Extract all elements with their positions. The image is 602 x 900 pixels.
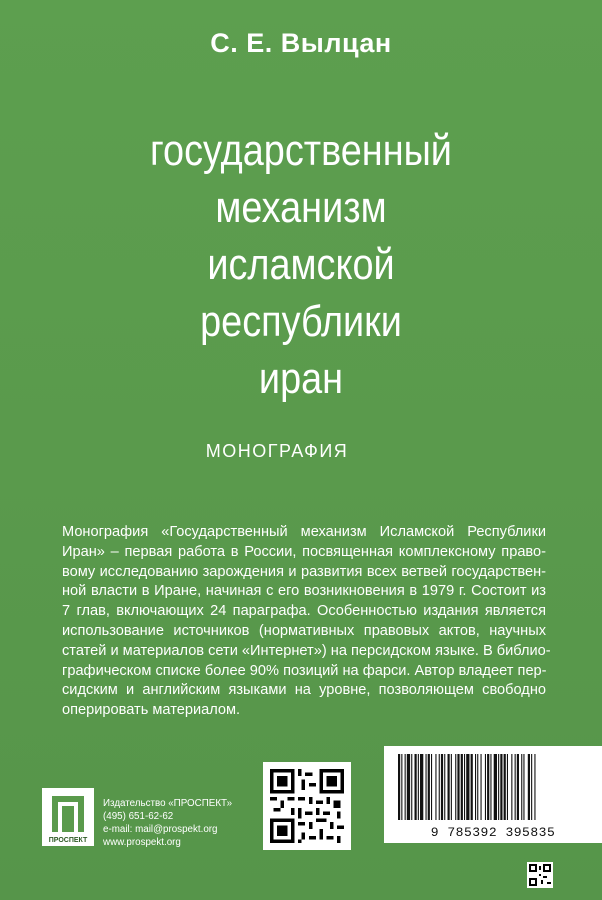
- annotation-line: ной власти в Иране, начиная с его возникновения в 1979 г. Состоит из: [62, 583, 546, 600]
- publisher-website: www.prospekt.org: [103, 837, 181, 848]
- publisher-logo-label: ПРОСПЕКТ: [48, 837, 88, 844]
- annotation-line: Монография «Государственный механизм Исламской Республики: [62, 524, 546, 540]
- barcode-bar: [407, 754, 410, 820]
- barcode-bar: [448, 754, 450, 820]
- author-name: С. Е. Вылцан: [210, 28, 392, 58]
- title-line: иран: [258, 354, 344, 403]
- barcode-bar: [507, 754, 508, 820]
- genre-label: МОНОГРАФИЯ: [205, 441, 349, 461]
- annotation-line: Иран» – первая работа в России, посвященная комплексному право-: [62, 543, 546, 560]
- barcode-bar: [457, 754, 459, 820]
- barcode-bar: [494, 754, 497, 820]
- barcode-bar: [411, 754, 412, 820]
- barcode-bar: [451, 754, 452, 820]
- barcode-bar: [517, 754, 519, 820]
- barcode-bar: [420, 754, 423, 820]
- publisher-contacts: [103, 797, 232, 849]
- barcode-bar: [498, 754, 499, 820]
- barcode-bar: [426, 754, 427, 820]
- barcode-bar: [431, 754, 432, 820]
- barcode-bar: [398, 754, 400, 820]
- barcode-bar: [428, 754, 430, 820]
- annotation-line: графическом списке более 90% позиций на фарси. Автор владеет пер-: [62, 662, 547, 679]
- annotation-line: вому исследованию зарождения и развития всех ветвей государствен-: [62, 563, 546, 580]
- barcode-bar: [455, 754, 456, 820]
- publisher-email: e-mail: mail@prospekt.org: [103, 824, 218, 835]
- barcode-bar: [435, 754, 436, 820]
- title-line: исламской: [207, 240, 395, 289]
- barcode-bar: [477, 754, 478, 820]
- book-title: [77, 122, 526, 407]
- qr-code: [263, 762, 351, 850]
- barcode-bar: [504, 754, 506, 820]
- publisher-name: Издательство «ПРОСПЕКТ»: [103, 798, 233, 809]
- barcode-bar: [401, 754, 402, 820]
- annotation-line: 7 глав, включающих 24 параграфа. Особенностью издания является: [62, 603, 546, 620]
- annotation-line: статей и материалов сети «Интернет») на персидском языке. В библио-: [62, 642, 551, 659]
- barcode-bar: [485, 754, 486, 820]
- barcode-bar: [439, 754, 440, 820]
- barcode-bar: [418, 754, 419, 820]
- barcode-bar: [461, 754, 463, 820]
- barcode-bar: [444, 754, 445, 820]
- isbn-barcode: [384, 746, 602, 843]
- barcode-bar: [523, 754, 524, 820]
- publisher-phone: (495) 651-62-62: [103, 811, 174, 822]
- barcode-bar: [441, 754, 443, 820]
- annotation-line: сидским и английским языками на уровне, позволяющем свободно: [62, 682, 546, 699]
- barcode-bar: [471, 754, 473, 820]
- barcode-bar: [487, 754, 489, 820]
- barcode-bar: [534, 754, 535, 820]
- barcode-bar: [511, 754, 512, 820]
- annotation-text: [62, 523, 551, 721]
- publisher-logo: [42, 788, 94, 846]
- barcode-bar: [528, 754, 530, 820]
- title-line: республики: [200, 297, 402, 346]
- annotation-line: оперировать материалом.: [62, 702, 241, 719]
- barcode-bar: [481, 754, 482, 820]
- barcode-bar: [521, 754, 522, 820]
- small-qr-code: [527, 862, 553, 888]
- barcode-bar: [500, 754, 502, 820]
- barcode-bar: [405, 754, 406, 820]
- barcode-bar: [475, 754, 476, 820]
- annotation-line: использование источников (нормативных правовых актов, научных: [62, 622, 546, 639]
- barcode-bar: [490, 754, 491, 820]
- title-line: механизм: [215, 183, 387, 232]
- barcode-bar: [531, 754, 532, 820]
- barcode-bar: [415, 754, 417, 820]
- barcode-bar: [464, 754, 465, 820]
- barcode-bar: [466, 754, 469, 820]
- isbn-number: 9 785392 395835: [430, 825, 556, 840]
- title-line: государственный: [150, 126, 452, 175]
- barcode-bar: [515, 754, 516, 820]
